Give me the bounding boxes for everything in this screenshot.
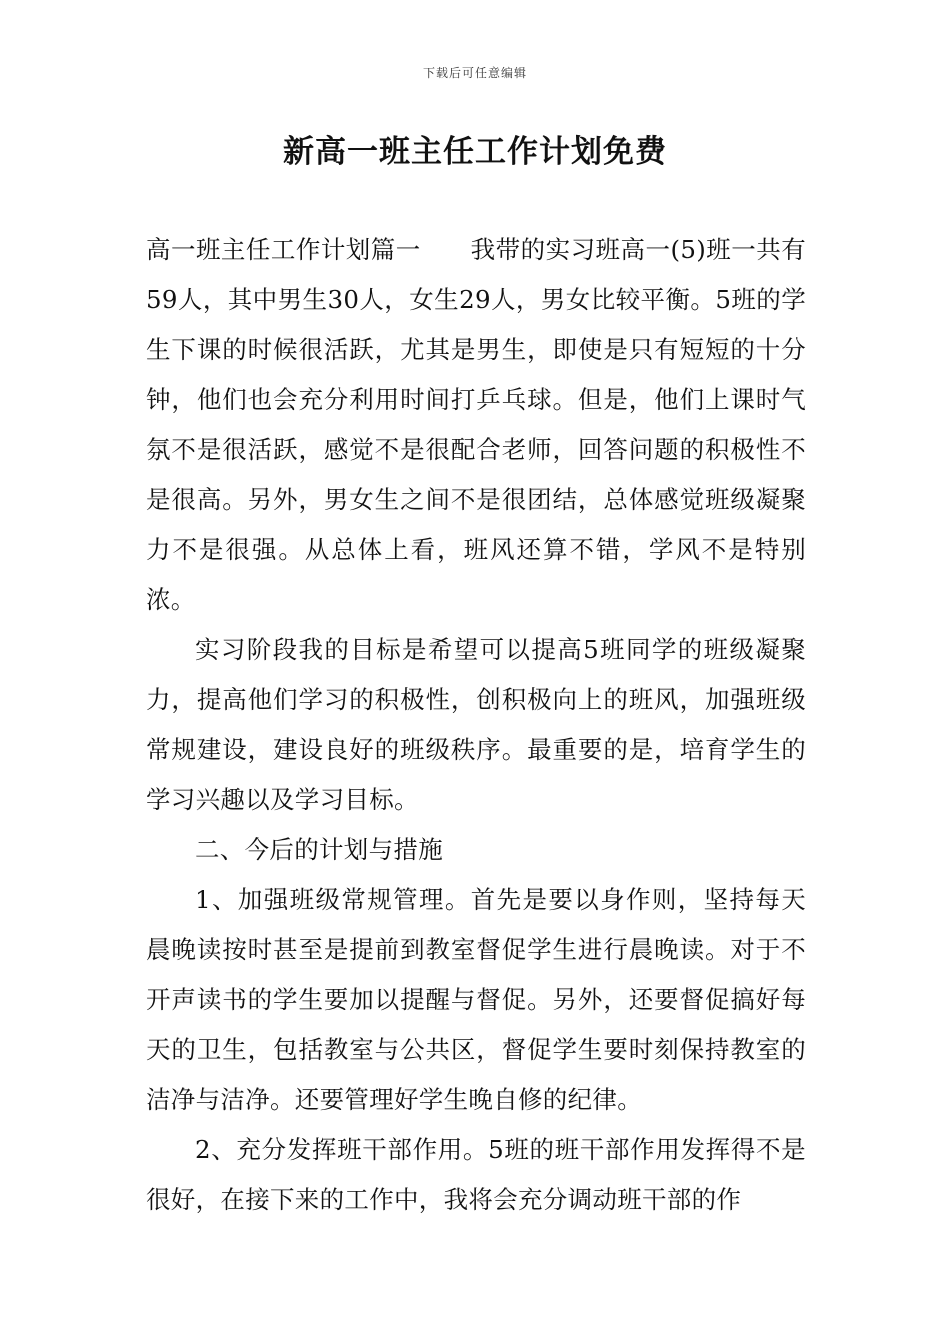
header-note: 下载后可任意编辑 bbox=[422, 66, 527, 80]
paragraph-goals: 实习阶段我的目标是希望可以提高5班同学的班级凝聚力，提高他们学习的积极性，创积极向上的班风，加强班级常规建设，建设良好的班级秩序。最重要的是，培育学生的学习兴趣以及学习目标。 bbox=[146, 635, 806, 814]
document-title: 新高一班主任工作计划免费 bbox=[283, 134, 667, 170]
paragraph-intro: 高一班主任工作计划篇一 我带的实习班高一(5)班一共有59人，其中男生30人，女生29人，男女比较平衡。5班的学生下课的时候很活跃，尤其是男生，即使是只有短短的十分钟，他们也会充分利用时间打乒乓球。但是，他们上课时气氛不是很活跃，感觉不是很配合老师，回答问题的积极性不是很高。另外，男女生之间不是很团结，总体感觉班级凝聚力不是很强。从总体上看，班风还算不错，学风不是特别浓。 bbox=[146, 235, 806, 614]
paragraph-plan-2: 2、充分发挥班干部作用。5班的班干部作用发挥得不是很好，在接下来的工作中，我将会充分调动班干部的作 bbox=[146, 1135, 806, 1214]
section-heading-plans: 二、今后的计划与措施 bbox=[195, 835, 443, 864]
paragraph-plan-1: 1、加强班级常规管理。首先是要以身作则，坚持每天晨晚读按时甚至是提前到教室督促学生进行晨晚读。对于不开声读书的学生要加以提醒与督促。另外，还要督促搞好每天的卫生，包括教室与公共区，督促学生要时刻保持教室的洁净与洁净。还要管理好学生晚自修的纪律。 bbox=[146, 885, 806, 1114]
document-body bbox=[146, 225, 806, 1225]
